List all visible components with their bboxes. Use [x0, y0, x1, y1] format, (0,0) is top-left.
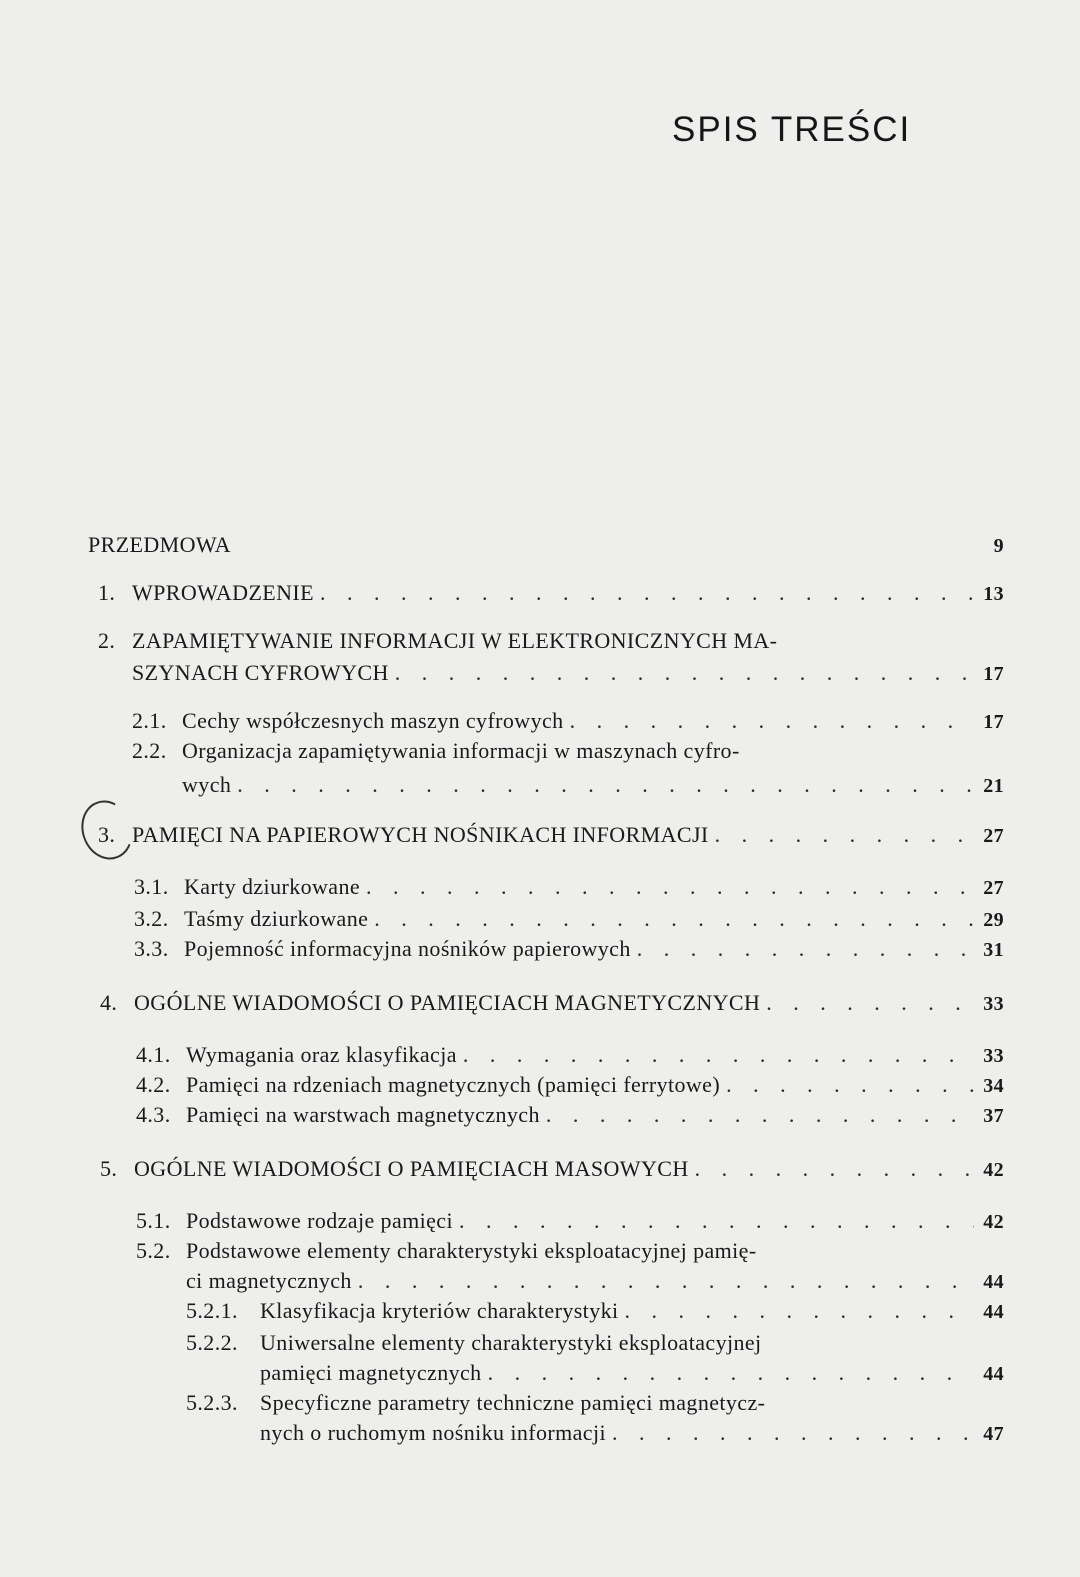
toc-page-number: 17	[983, 663, 1004, 685]
toc-page-number: 44	[983, 1363, 1004, 1385]
toc-entry-number: 5.2.3.	[186, 1390, 238, 1415]
toc-entry-title: Organizacja zapamiętywania informacji w maszynach cyfro-	[182, 738, 740, 763]
toc-entry-title: Taśmy dziurkowane	[184, 906, 369, 931]
dot-leader	[352, 1266, 974, 1296]
toc-entry-5-2-2[interactable]	[186, 1328, 1004, 1358]
toc-page-number: 44	[983, 1301, 1004, 1323]
toc-page-number: 21	[983, 775, 1004, 797]
dot-leader	[689, 1154, 974, 1184]
toc-page-number: 42	[983, 1159, 1004, 1181]
toc-entry-5[interactable]	[100, 1154, 1004, 1184]
dot-leader	[231, 770, 974, 800]
toc-entry-number: 3.	[98, 822, 116, 847]
toc-entry-number: 3.1.	[134, 874, 169, 899]
page-title: SPIS TREŚCI	[672, 110, 912, 149]
toc-entry-number: 4.	[100, 990, 118, 1015]
toc-page-number: 42	[983, 1211, 1004, 1233]
toc-entry-2-continued[interactable]	[132, 658, 1004, 688]
toc-entry-number: 5.1.	[136, 1208, 171, 1233]
toc-entry-2-2[interactable]	[132, 736, 1004, 766]
dot-leader	[457, 1040, 974, 1070]
toc-entry-3-1[interactable]	[134, 872, 1004, 902]
toc-entry-title: Karty dziurkowane	[184, 874, 361, 899]
toc-page-number: 37	[983, 1105, 1004, 1127]
toc-entry-5-2-continued[interactable]	[186, 1266, 1004, 1296]
toc-entry-5-1[interactable]	[136, 1206, 1004, 1236]
toc-entry-4-2[interactable]	[136, 1070, 1004, 1100]
toc-entry-4-1[interactable]	[136, 1040, 1004, 1070]
toc-page-number: 47	[983, 1423, 1004, 1445]
toc-entry-title: Podstawowe rodzaje pamięci	[186, 1208, 453, 1233]
dot-leader	[760, 988, 974, 1018]
toc-entry-5-2-2-continued[interactable]	[260, 1358, 1004, 1388]
toc-entry-title: ZAPAMIĘTYWANIE INFORMACJI W ELEKTRONICZNYCH MA-	[132, 628, 778, 653]
dot-leader	[564, 706, 974, 736]
toc-entry-5-2[interactable]	[136, 1236, 1004, 1266]
toc-entry-number: 4.1.	[136, 1042, 171, 1067]
toc-entry-title: Pamięci na warstwach magnetycznych	[186, 1102, 540, 1127]
toc-entry-number: 1.	[98, 580, 116, 605]
dot-leader	[631, 934, 974, 964]
toc-entry-title: OGÓLNE WIADOMOŚCI O PAMIĘCIACH MASOWYCH	[134, 1156, 689, 1181]
toc-entry-number: 2.2.	[132, 738, 167, 763]
toc-entry-2[interactable]	[98, 626, 1004, 656]
dot-leader	[709, 820, 974, 850]
toc-page-number: 44	[983, 1271, 1004, 1293]
dot-leader	[720, 1070, 974, 1100]
toc-entry-title: Wymagania oraz klasyfikacja	[186, 1042, 457, 1067]
toc-page-number: 33	[983, 1045, 1004, 1067]
toc-entry-title-continued: SZYNACH CYFROWYCH	[132, 660, 389, 685]
toc-entry-4[interactable]	[100, 988, 1004, 1018]
toc-entry-3-2[interactable]	[134, 904, 1004, 934]
dot-leader	[619, 1296, 974, 1326]
dot-leader	[606, 1418, 974, 1448]
toc-entry-title: Klasyfikacja kryteriów charakterystyki	[260, 1298, 619, 1323]
toc-entry-przedmowa[interactable]	[88, 530, 1004, 560]
toc-entry-title: Podstawowe elementy charakterystyki eksploatacyjnej pamię-	[186, 1238, 757, 1263]
toc-entry-title: Specyficzne parametry techniczne pamięci magnetycz-	[260, 1390, 766, 1415]
toc-entry-title: OGÓLNE WIADOMOŚCI O PAMIĘCIACH MAGNETYCZNYCH	[134, 990, 761, 1015]
toc-entry-3-3[interactable]	[134, 934, 1004, 964]
toc-entry-number: 2.1.	[132, 708, 167, 733]
dot-leader	[453, 1206, 974, 1236]
dot-leader	[314, 578, 974, 608]
toc-entry-3[interactable]	[98, 820, 1004, 850]
toc-page-number: 13	[983, 583, 1004, 605]
toc-entry-number: 5.2.	[136, 1238, 171, 1263]
toc-entry-number: 5.2.2.	[186, 1330, 238, 1355]
toc-entry-title: Cechy współczesnych maszyn cyfrowych	[182, 708, 564, 733]
toc-entry-title: PRZEDMOWA	[88, 532, 231, 557]
toc-page-number: 31	[983, 939, 1004, 961]
toc-page-number: 34	[983, 1075, 1004, 1097]
toc-entry-title: Pojemność informacyjna nośników papierowych	[184, 936, 631, 961]
toc-entry-4-3[interactable]	[136, 1100, 1004, 1130]
toc-entry-title-continued: ci magnetycznych	[186, 1268, 352, 1293]
toc-page-number: 17	[983, 711, 1004, 733]
toc-page-number: 33	[983, 993, 1004, 1015]
toc-entry-title-continued: pamięci magnetycznych	[260, 1360, 482, 1385]
toc-entry-title: Pamięci na rdzeniach magnetycznych (pamięci ferrytowe)	[186, 1072, 721, 1097]
dot-leader	[389, 658, 974, 688]
dot-leader	[360, 872, 974, 902]
toc-page-number: 27	[983, 825, 1004, 847]
toc-page-number: 29	[983, 909, 1004, 931]
toc-entry-5-2-3-continued[interactable]	[260, 1418, 1004, 1448]
toc-entry-5-2-1[interactable]	[186, 1296, 1004, 1326]
dot-leader	[540, 1100, 974, 1130]
toc-entry-1[interactable]	[98, 578, 1004, 608]
toc-entry-number: 4.3.	[136, 1102, 171, 1127]
dot-leader	[482, 1358, 974, 1388]
toc-entry-number: 5.2.1.	[186, 1298, 238, 1323]
toc-page-number: 9	[993, 535, 1004, 557]
toc-entry-2-2-continued[interactable]	[182, 770, 1004, 800]
toc-entry-title: WPROWADZENIE	[132, 580, 314, 605]
dot-leader	[368, 904, 974, 934]
toc-entry-title-continued: wych	[182, 772, 232, 797]
toc-entry-number: 3.3.	[134, 936, 169, 961]
toc-entry-title: PAMIĘCI NA PAPIEROWYCH NOŚNIKACH INFORMACJI	[132, 822, 709, 847]
toc-page-number: 27	[983, 877, 1004, 899]
toc-entry-2-1[interactable]	[132, 706, 1004, 736]
toc-entry-number: 4.2.	[136, 1072, 171, 1097]
toc-entry-number: 3.2.	[134, 906, 169, 931]
toc-entry-number: 5.	[100, 1156, 118, 1181]
toc-entry-title-continued: nych o ruchomym nośniku informacji	[260, 1420, 606, 1445]
toc-entry-number: 2.	[98, 628, 116, 653]
toc-entry-5-2-3[interactable]	[186, 1388, 1004, 1418]
toc-entry-title: Uniwersalne elementy charakterystyki eksploatacyjnej	[260, 1330, 762, 1355]
